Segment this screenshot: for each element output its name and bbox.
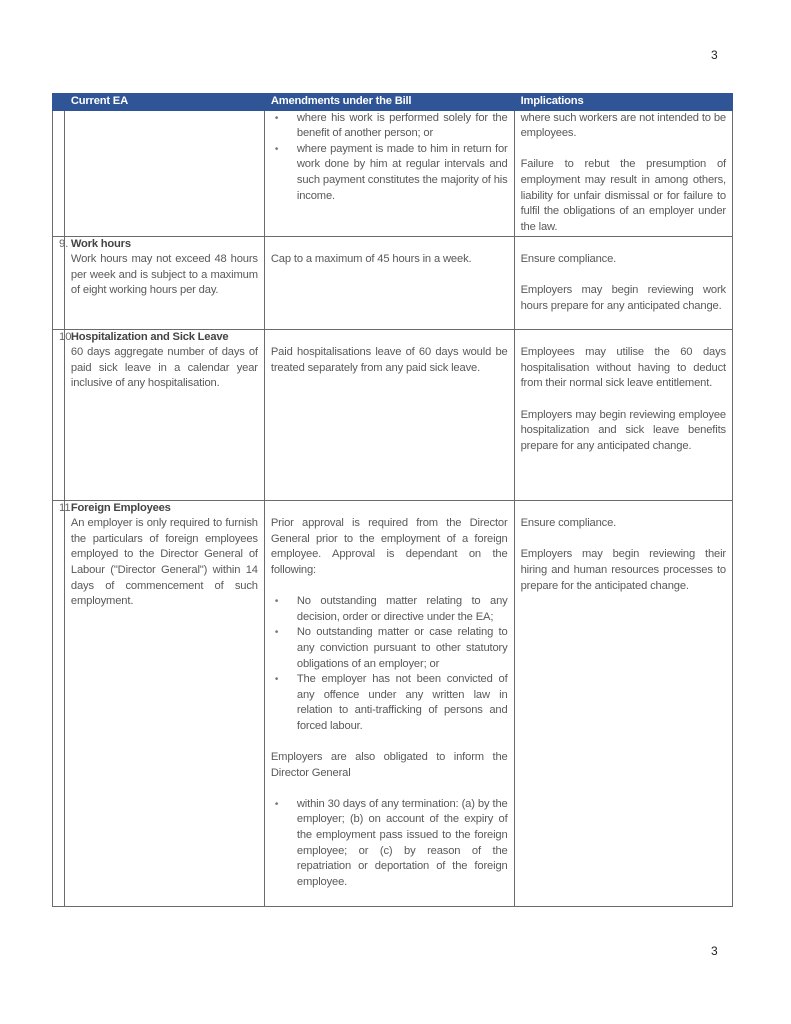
cell-implications xyxy=(514,500,732,906)
cell-current xyxy=(64,500,264,906)
header-amendments: Amendments under the Bill xyxy=(264,94,514,111)
implication-text: Employers may begin reviewing work hours prepare for any anticipated change. xyxy=(520,284,726,312)
amendment-text: Paid hospitalisations leave of 60 days would be treated separately from any paid sick leave. xyxy=(270,346,508,374)
implication-text: Employers may begin reviewing their hiring and human resources processes to prepare for the anticipated change. xyxy=(520,548,726,592)
amendment-text: Cap to a maximum of 45 hours in a week. xyxy=(270,253,472,266)
implication-text: Ensure compliance. xyxy=(520,517,617,530)
amendments-table xyxy=(52,93,733,907)
bullet-list xyxy=(271,594,508,734)
row-number: 9. xyxy=(53,236,65,329)
implication-text: where such workers are not intended to be employees. xyxy=(520,111,726,140)
bullet-list xyxy=(271,111,508,205)
current-text: An employer is only required to furnish the particulars of foreign employees employed to the Director General of Labour ("Director General") within 14 days of commencement of such employment. xyxy=(70,517,258,608)
cell-current xyxy=(64,329,264,500)
row-title: Foreign Employees xyxy=(70,501,171,514)
amendment-intro: Prior approval is required from the Director General prior to the employment of a foreign employee. Approval is dependant on the following: xyxy=(270,517,508,576)
list-item: • The employer has not been convicted of any offence under any written law in relation to anti-trafficking of persons and forced labour. xyxy=(297,672,508,734)
row-number: 10. xyxy=(53,329,65,500)
cell-implications xyxy=(514,329,732,500)
table-row-11 xyxy=(53,500,733,906)
list-item: • where payment is made to him in return for work done by him at regular intervals and such payment constitutes the majority of his income. xyxy=(297,142,508,204)
row-title: Hospitalization and Sick Leave xyxy=(70,330,229,343)
amendment-mid: Employers are also obligated to inform the Director General xyxy=(270,751,508,779)
cell-implications xyxy=(514,236,732,329)
cell-implications xyxy=(514,110,732,236)
cell-current xyxy=(64,236,264,329)
implication-text: Employees may utilise the 60 days hospitalisation without having to deduct from their normal sick leave entitlement. xyxy=(520,346,726,390)
bullet-list xyxy=(271,797,508,891)
table-row-10 xyxy=(53,329,733,500)
cell-amendments xyxy=(264,329,514,500)
header-current-ea: Current EA xyxy=(64,94,264,111)
cell-amendments xyxy=(264,110,514,236)
implication-text: Failure to rebut the presumption of employment may result in among others, liability for unfair dismissal or for failure to fulfil the obligations of an employer under the law. xyxy=(520,158,726,233)
list-item: • where his work is performed solely for the benefit of another person; or xyxy=(297,111,508,142)
implication-text: Ensure compliance. xyxy=(520,253,617,266)
table-header-row xyxy=(53,94,733,111)
current-text: 60 days aggregate number of days of paid sick leave in a calendar year inclusive of any hospitalisation. xyxy=(70,346,258,390)
page-number-bottom: 3 xyxy=(711,944,718,958)
list-item: • No outstanding matter or case relating to any conviction pursuant to other statutory obligations of an employer; or xyxy=(297,625,508,672)
implication-text: Employers may begin reviewing employee hospitalization and sick leave benefits prepare for any anticipated change. xyxy=(520,408,726,452)
table-row-continuation xyxy=(53,110,733,236)
list-item: • No outstanding matter relating to any decision, order or directive under the EA; xyxy=(297,594,508,625)
cell-current xyxy=(64,110,264,236)
cell-number xyxy=(53,110,65,236)
header-implications: Implications xyxy=(514,94,732,111)
current-text: Work hours may not exceed 48 hours per week and is subject to a maximum of eight working hours per day. xyxy=(70,253,258,297)
cell-amendments xyxy=(264,500,514,906)
header-number xyxy=(53,94,65,111)
cell-amendments xyxy=(264,236,514,329)
list-item: • within 30 days of any termination: (a) by the employer; (b) on account of the expiry of the employment pass issued to the foreign employee; or (c) by reason of the repatriation or deportation of the foreign employee. xyxy=(297,797,508,891)
row-title: Work hours xyxy=(70,237,131,250)
row-number: 11. xyxy=(53,500,65,906)
page-number-top: 3 xyxy=(711,48,718,62)
table-row-9 xyxy=(53,236,733,329)
